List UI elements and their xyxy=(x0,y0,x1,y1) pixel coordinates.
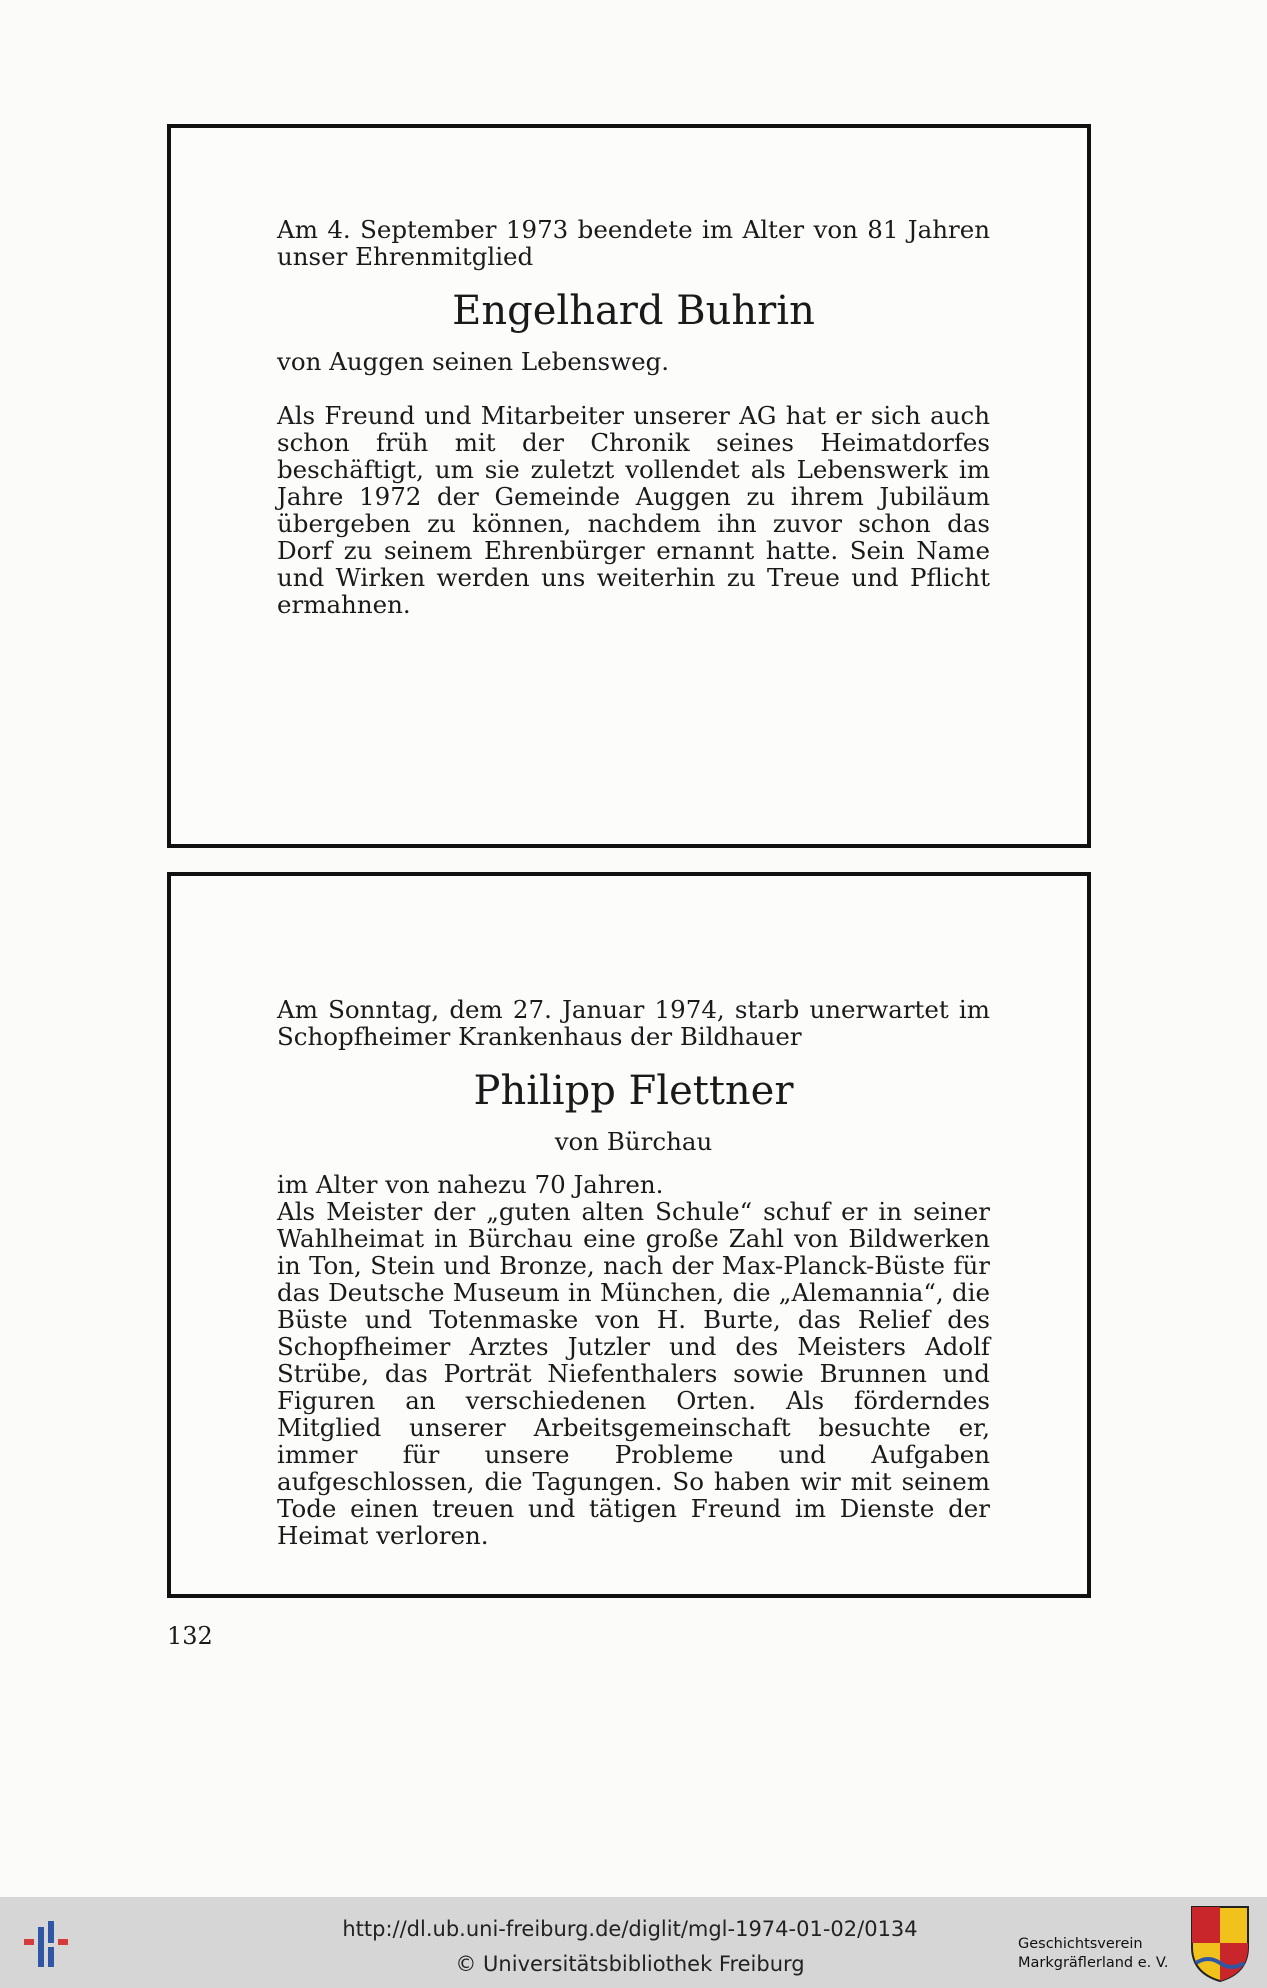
notice1-body: Als Freund und Mitarbeiter unserer AG hat er sich auch schon früh mit der Chronik seines Heimatdorfes beschäftigt, um sie zuletzt vollendet als Lebenswerk im Jahre 1972 der Gemeinde Auggen zu ihrem Jubiläum übergeben zu können, nachdem ihn zuvor schon das Dorf zu seinem Ehrenbürger ernannt hatte. Sein Name und Wirken werden uns weiterhin zu Treue und Pflicht ermahnen. xyxy=(277,401,990,619)
notice2-name: Philipp Flettner xyxy=(473,1068,794,1114)
ub-freiburg-logo-icon xyxy=(20,1919,80,1971)
source-url-link[interactable]: http://dl.ub.uni-freiburg.de/diglit/mgl-1974-01-02/0134 xyxy=(342,1917,918,1941)
footer-bar xyxy=(0,1897,1267,1988)
notice2-body: Als Meister der „guten alten Schule“ schuf er in seiner Wahlheimat in Bürchau eine große Zahl von Bildwerken in Ton, Stein und Bronze, nach der Max-Planck-Büste für das Deutsche Museum in München, die „Alemannia“, die Büste und Totenmaske von H. Burte, das Relief des Schopfheimer Arztes Jutzler und des Meisters Adolf Strübe, das Porträt Niefenthalers sowie Brunnen und Figuren an verschiedenen Orten. Als förderndes Mitglied unserer Arbeitsgemeinschaft besuchte er, immer für unsere Probleme und Aufgaben aufgeschlossen, die Tagungen. So haben wir mit seinem Tode einen treuen und tätigen Freund im Dienste der Heimat verloren. xyxy=(277,1197,990,1550)
notice1-origin: von Auggen seinen Lebensweg. xyxy=(277,347,670,376)
society-line-1: Geschichtsverein xyxy=(1018,1936,1143,1952)
notice2-age: im Alter von nahezu 70 Jahren. xyxy=(277,1170,664,1199)
page-number: 132 xyxy=(167,1622,213,1650)
coat-of-arms-icon xyxy=(1188,1903,1252,1983)
society-line-2: Markgräflerland e. V. xyxy=(1018,1955,1169,1971)
notice2-origin: von Bürchau xyxy=(554,1127,713,1156)
notice1-name: Engelhard Buhrin xyxy=(452,288,815,334)
society-name xyxy=(1018,1935,1196,1973)
obituary-notice-flettner xyxy=(167,872,1091,1598)
copyright-text: © Universitätsbibliothek Freiburg xyxy=(455,1952,805,1976)
notice2-intro: Am Sonntag, dem 27. Januar 1974, starb unerwartet im Schopfheimer Krankenhaus der Bildhauer xyxy=(277,995,990,1051)
obituary-notice-buhrin xyxy=(167,124,1091,848)
notice1-intro: Am 4. September 1973 beendete im Alter von 81 Jahren unser Ehrenmitglied xyxy=(277,215,990,271)
